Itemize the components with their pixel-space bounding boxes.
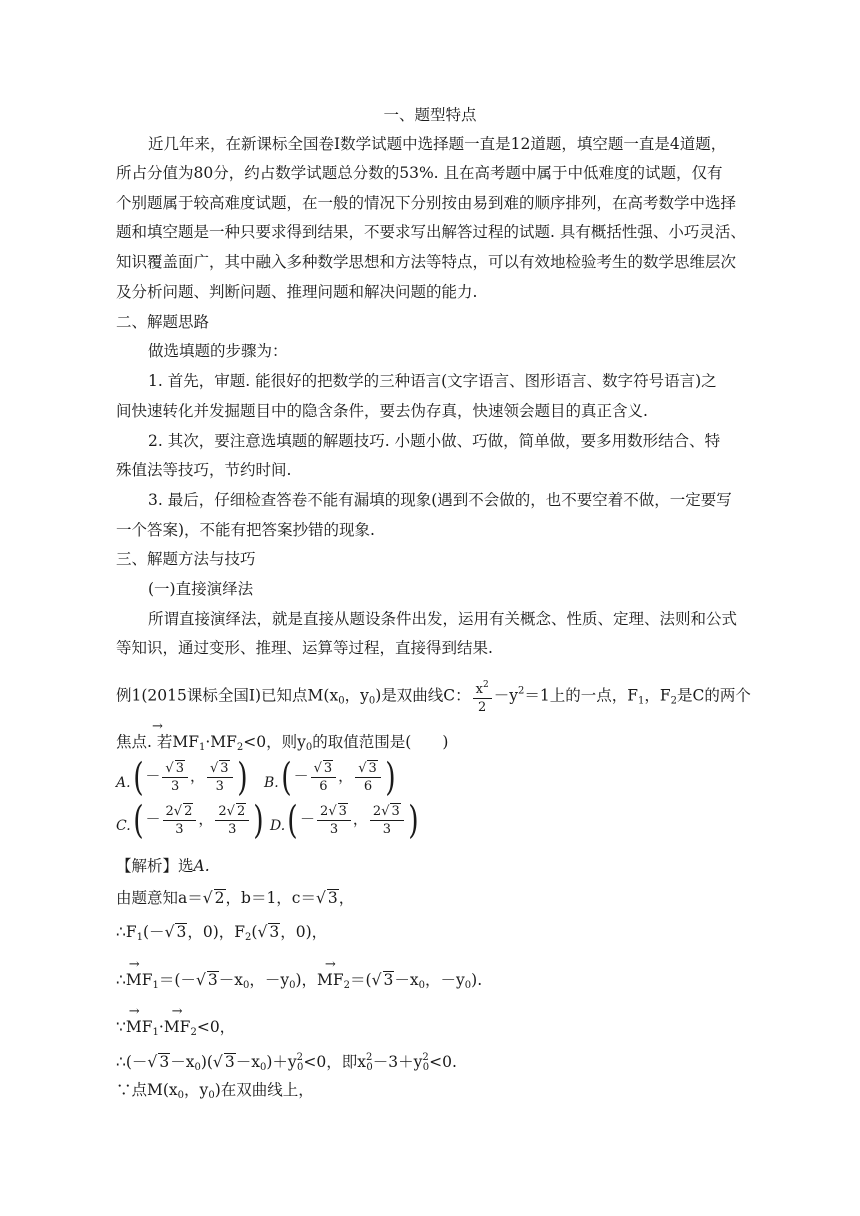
solution-line-6: ∵点$M(x_0$，$y_0$)在双曲线上，	[116, 1081, 314, 1101]
paragraph-line: 所占分值为80分，约占数学试题总分数的53%. 且在高考题中属于中低难度的试题，仅有	[116, 164, 723, 182]
steps-intro: 做选填题的步骤为：	[148, 342, 288, 360]
step-1-line: 1. 首先，审题. 能很好的把数学的三种语言(文字语言、图形语言、数字符号语言)之	[148, 372, 717, 390]
solution-line-4: → $\because MF_1\cdot\to MF_2<0$，	[116, 1017, 235, 1043]
solution-line-2: $\therefore F_1(-√$ 3，0)，$F_2(√$ 3，0)，	[116, 922, 327, 948]
solution-line-5: ∴(－√ $3-x_0)(√$ $3-x_0)+y^2_0<0$，即$x^2_0-3+y^2_0<0$.	[116, 1048, 457, 1078]
solution-line-3: → $\therefore MF_1=(-√$ $3-x_0$，$-y_0$)，→ $MF_2=(√$ $3-x_0$，$-y_0$).	[116, 970, 482, 996]
paragraph-line: 知识覆盖面广，其中融入多种数学思想和方法等特点，可以有效地检验考生的数学思维层次	[116, 253, 737, 271]
option-c: C.( － $\frac{2√ 2}{3}$ ， $\frac{2√ 2}{3}$ )	[116, 801, 266, 839]
solution-line-1: 由题意知a＝√ 2，b＝1，c＝√ 3，	[116, 888, 354, 908]
section-heading-1: 一、题型特点	[383, 106, 477, 124]
paragraph-line: 个别题属于较高难度试题，在一般的情况下分别按由易到难的顺序排列，在高考数学中选择	[116, 194, 737, 212]
section-heading-2: 二、解题思路	[116, 313, 210, 331]
example-line-1: 例1(2015课标全国Ⅰ)已知点$M(x_0$，$y_0$)是双曲线C： $\frac{x^2}{2}$ $-y^2=1$上的一点，$F_1$，$F_2$是C的两个	[116, 677, 751, 716]
step-3-line: 3. 最后，仔细检查答卷不能有漏填的现象(遇到不会做的，也不要空着不做，一定要写	[148, 491, 732, 509]
paragraph-line: 近几年来，在新课标全国卷Ⅰ数学试题中选择题一直是12道题，填空题一直是4道题，	[148, 135, 727, 153]
method-title: (一)直接演绎法	[148, 580, 254, 598]
analysis-line: 【解析】选A.	[116, 857, 210, 875]
section-heading-3: 三、解题方法与技巧	[116, 550, 256, 568]
option-b: B.( － √ $\frac{3}{6}$ ， √ $\frac{3}{6}$ )	[264, 758, 398, 796]
step-2-line: 2. 其次，要注意选填题的解题技巧. 小题小做、巧做，简单做，要多用数形结合、特	[148, 432, 721, 450]
paragraph-line: 题和填空题是一种只要求得到结果，不要求写出解答过程的试题. 具有概括性强、小巧灵活、	[116, 223, 746, 241]
step-2-line: 殊值法等技巧，节约时间.	[116, 461, 292, 479]
option-a: A.( － √ $\frac{3}{3}$ ， √ $\frac{3}{3}$ )	[116, 758, 249, 796]
example-line-2: → 焦点. 若$MF_1\cdot MF_2<0$，则$y_0$的取值范围是( )	[116, 732, 448, 758]
method-desc-line: 等知识，通过变形、推理、运算等过程，直接得到结果.	[116, 639, 493, 657]
method-desc-line: 所谓直接演绎法，就是直接从题设条件出发，运用有关概念、性质、定理、法则和公式	[148, 610, 738, 628]
fraction-x2-over-2: $\frac{x^2}{2}$	[473, 677, 492, 716]
step-3-line: 一个答案)，不能有把答案抄错的现象.	[116, 521, 375, 539]
paragraph-line: 及分析问题、判断问题、推理问题和解决问题的能力.	[116, 283, 478, 301]
option-d: D.( － $\frac{2√ 3}{3}$ ， $\frac{2√ 3}{3}$ )	[270, 801, 421, 839]
step-1-line: 间快速转化并发掘题目中的隐含条件，要去伪存真，快速领会题目的真正含义.	[116, 402, 648, 420]
